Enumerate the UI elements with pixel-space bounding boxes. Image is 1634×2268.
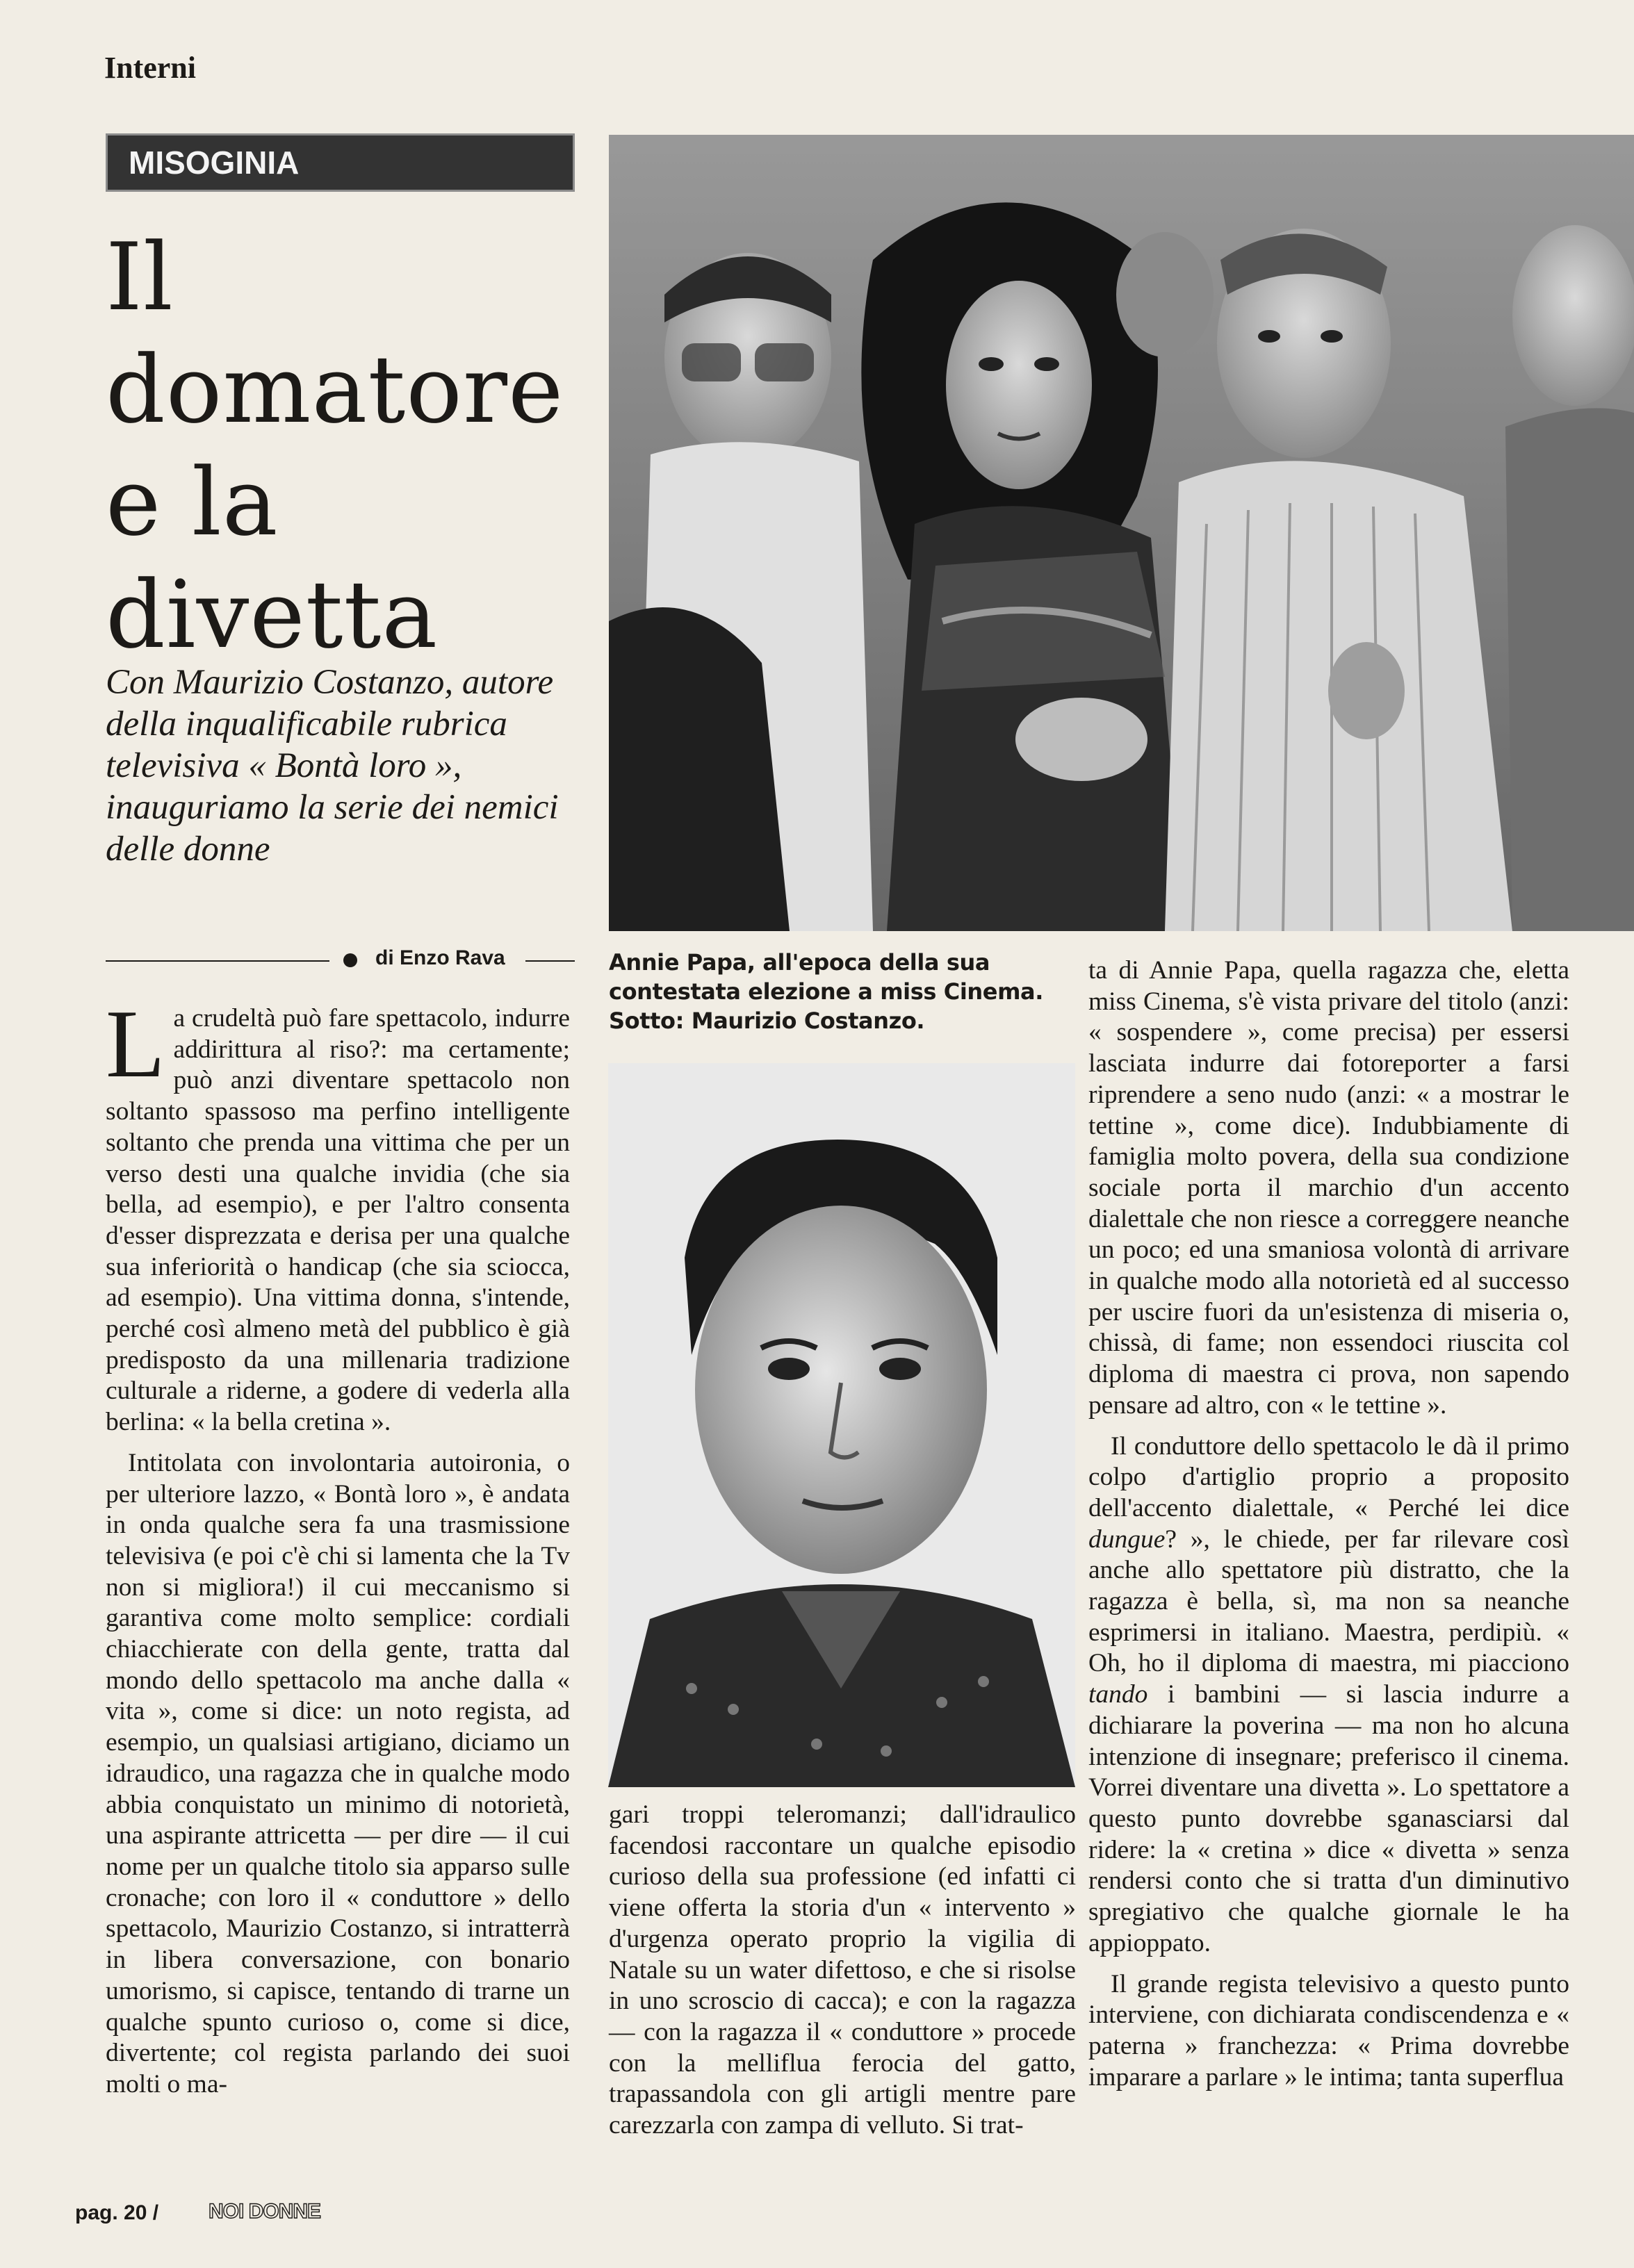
photo-caption: Annie Papa, all'epoca della sua contestata elezione a miss Cinema. Sotto: Maurizio Costanzo. (609, 949, 1043, 1034)
body-column-1 (106, 990, 570, 2101)
body-paragraph: Il grande regista televisivo a questo punto interviene, con dichiarata condiscendenza e « paterna » franchezza: « Prima dovrebbe imparare a parlare » le intima; tanta superflua (1088, 1969, 1569, 2092)
body-column-2 (609, 1800, 1076, 2142)
body-paragraph: gari troppi teleromanzi; dall'idraulico facendosi raccontare un qualche episodio curioso della sua professione (ed infatti ci viene offerta la storia d'un « intervento » d'urgenza operato proprio la vigilia di Natale su un water difettoso, e che si risolse in uno scroscio di cacca); e con la ragazza — con la ragazza il « conduttore » procede con la melliflua ferocia del gatto, trapassandola con gli artigli mentre pare carezzarla con zampa di velluto. Si trat- (609, 1800, 1076, 2140)
headline-line: Il (106, 223, 174, 331)
byline (106, 944, 575, 978)
byline-rule-right (525, 960, 575, 962)
byline-rule-left (106, 960, 329, 962)
headline-line: divetta (106, 561, 439, 669)
magazine-logo: NOI DONNE (209, 2200, 321, 2223)
bullet-icon (343, 953, 357, 967)
body-paragraph: La crudeltà può fare spettacolo, indurre addirittura al riso?: ma certamente; può anzi diventare spettacolo non soltanto spassoso ma perfino intelligente soltanto che prenda una vittima che per un verso desti una qualche invidia (che sia bella, ad esempio), e per l'altro consenta d'esser disprezzata e derisa per una qualche sua inferiorità o handicap (che sia sciocca, ad esempio). Una vittima donna, s'intende, perché così almeno metà del pubblico è già predisposto da una millenaria tradizione culturale a riderne, a godere di vederla alla berlina: « la bella cretina ». (106, 990, 570, 1437)
headline-line: e la (106, 448, 279, 557)
headline (106, 221, 578, 671)
kicker-banner: MISOGINIA (106, 133, 575, 192)
body-paragraph: Il conduttore dello spettacolo le dà il primo colpo d'artiglio proprio a proposito dell'accento dialettale, « Perché lei dice dungue? », le chiede, per far rilevare così anche allo spettatore più distratto, che la ragazza è bella, sì, ma non sa neanche esprimersi in italiano. Maestra, perdipiù. « Oh, ho il diploma di maestra, mi piacciono tando i bambini — si lascia indurre a dichiarare la poverina — ma non ho alcuna intenzione di insegnare; preferisco il cinema. Vorrei diventare una divetta ». Lo spettatore a questo punto dovrebbe sganasciarsi dal ridere: la « cretina » dice « divetta » senza rendersi conto che si tratta d'un diminutivo spregiativo che qualche giornale le ha appioppato. (1088, 1431, 1569, 1957)
photo-annie-papa (609, 135, 1634, 931)
body-paragraph: ta di Annie Papa, quella ragazza che, eletta miss Cinema, s'è vista privare del titolo (anzi: « sospendere », come precisa) per essersi lasciata indurre dai fotoreporter a farsi riprendere a seno nudo (anzi: « a mostrar le tettine », come dice). Indubbiamente di famiglia molto povera, della sua condizione sociale porta il marchio d'un accento dialettale che non riesce a correggere neanche un poco; ed una smaniosa volontà di arrivare in qualche modo alla notorietà ed al successo per uscire fuori da un'esistenza di miseria o, chissà, di fame; non essendoci riuscita col diploma di maestra ci prova, non sapendo pensare ad altro, con « le tettine ». (1088, 956, 1569, 1420)
section-label: Interni (104, 51, 196, 85)
headline-line: domatore (106, 336, 564, 444)
body-paragraph: Intitolata con involontaria autoironia, o per ulteriore lazzo, « Bontà loro », è andata in onda qualche sera fa una trasmissione televisiva (e poi c'è chi si lamenta che la Tv non si migliora!) il cui meccanismo si garantiva come molto semplice: cordiali chiacchierate con della gente, tratta dal mondo dello spettacolo ma anche dalla « vita », come si dice: un noto regista, ad esempio, un qualsiasi artigiano, diciamo un idraudico, una ragazza che in qualche modo abbia conquistato un minimo di notorietà, una aspirante attricetta — per dire — il cui nome per un qualche titolo sia apparso sulle cronache; con loro il « conduttore » dello spettacolo, Maurizio Costanzo, si intratterrà in libera conversazione, con bonario umorismo, si capisce, tentando di trarne un qualche spunto curioso o, come si dice, divertente; col regista parlando dei suoi molti o ma- (106, 1448, 570, 2098)
body-column-3 (1088, 955, 1569, 2093)
drop-cap: L (106, 990, 165, 1098)
page-number: pag. 20 / (75, 2201, 159, 2224)
byline-author: di Enzo Rava (375, 946, 505, 969)
deck-subtitle: Con Maurizio Costanzo, autore della inqualificabile rubrica televisiva « Bontà loro », inauguriamo la serie dei nemici delle donne (106, 663, 559, 869)
photo-maurizio-costanzo (608, 1063, 1075, 1787)
